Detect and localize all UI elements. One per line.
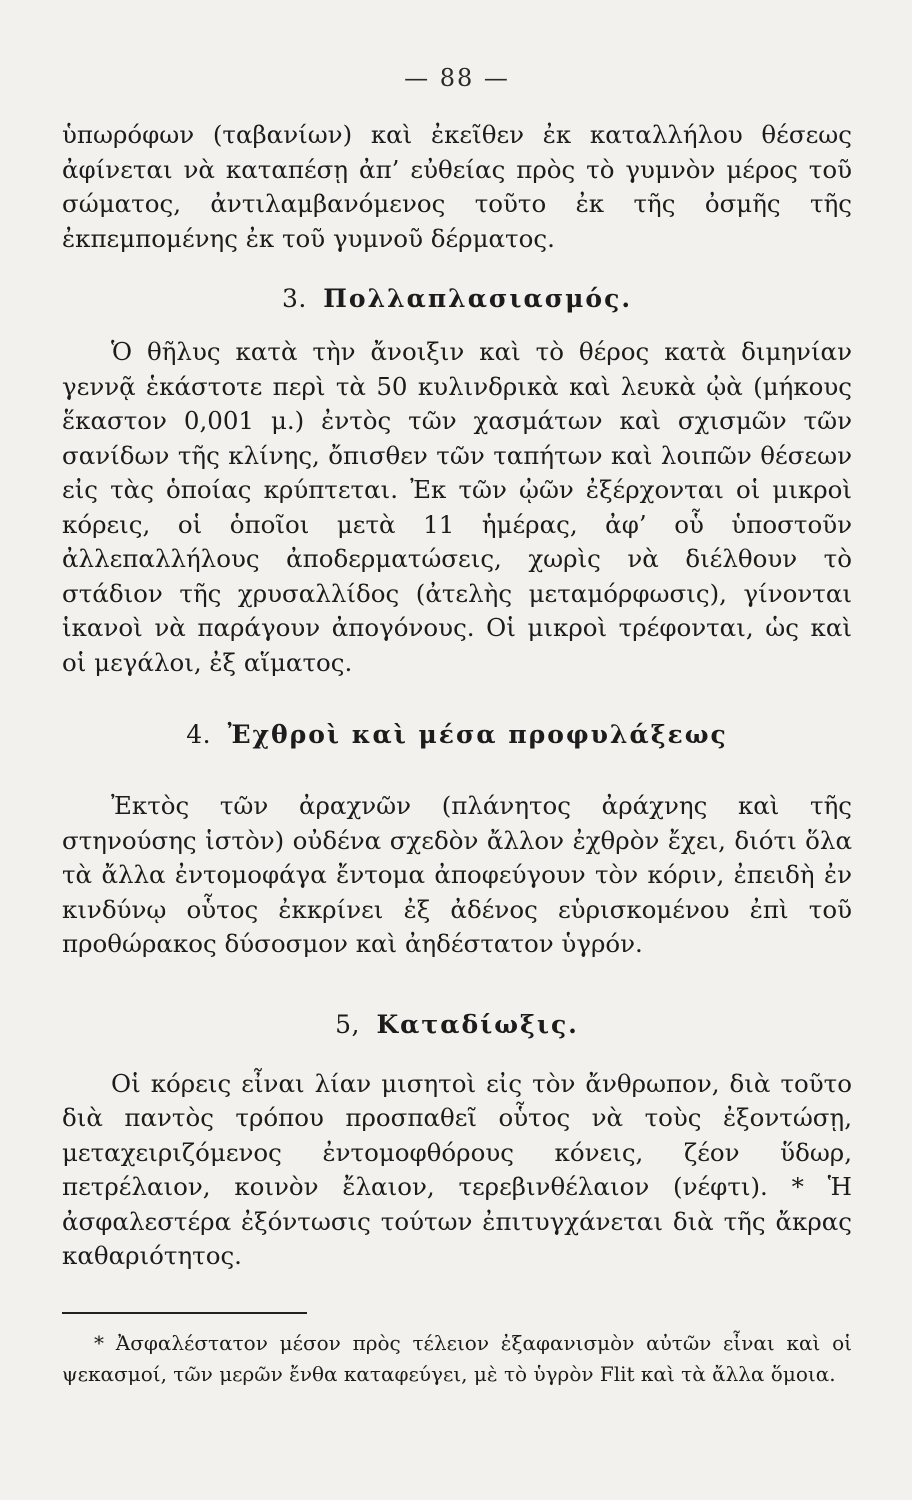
section-4-paragraph: Ἐκτὸς τῶν ἀραχνῶν (πλάνητος ἀράχνης καὶ τῆς στηνούσης ἱστὸν) οὐδένα σχεδὸν ἄλλον ἐχθρὸν ἔχει, διότι ὅλα τὰ ἄλλα ἐντομοφάγα ἔντομα ἀποφεύγουν τὸν κόριν, ἐπειδὴ ἐν κινδύνῳ οὗτος ἐκκρίνει ἐξ ἀδένος εὑρισκομένου ἐπὶ τοῦ προθώρακος δύσοσμον καὶ ἀηδέστατον ὑγρόν.: [62, 791, 852, 958]
section-3-title: Πολλαπλασιασμός.: [323, 284, 633, 313]
section-3-heading: [62, 284, 852, 313]
intro-paragraph: ὑπωρόφων (ταβανίων) καὶ ἐκεῖθεν ἐκ καταλλήλου θέσεως ἀφίνεται νὰ καταπέσῃ ἀπ’ εὐθείας πρὸς τὸ γυμνὸν μέρος τοῦ σώματος, ἀντιλαμβανόμενος τοῦτο ἐκ τῆς ὀσμῆς τῆς ἐκπεμπομένης ἐκ τοῦ γυμνοῦ δέρματος.: [62, 120, 852, 253]
page-number: — 88 —: [404, 64, 510, 92]
section-5-title: Καταδίωξις.: [376, 1009, 579, 1039]
footnote: * Ἀσφαλέστατον μέσον πρὸς τέλειον ἐξαφανισμὸν αὐτῶν εἶναι καὶ οἱ ψεκασμοί, τῶν μερῶν ἔνθα καταφεύγει, μὲ τὸ ὑγρὸν Flit καὶ τὰ ἄλλα ὅμοια.: [62, 1330, 852, 1386]
section-5-number: 5,: [335, 1009, 360, 1039]
footnote-rule: [62, 1312, 307, 1314]
section-5-paragraph: Οἱ κόρεις εἶναι λίαν μισητοὶ εἰς τὸν ἄνθρωπον, διὰ τοῦτο διὰ παντὸς τρόπου προσπαθεῖ οὗτος νὰ τοὺς ἐξοντώσῃ, μεταχειριζόμενος ἐντομοφθόρους κόνεις, ζέον ὕδωρ, πετρέλαιον, κοινὸν ἔλαιον, τερεβινθέλαιον (νέφτι). * Ἡ ἀσφαλεστέρα ἐξόντωσις τούτων ἐπιτυγχάνεται διὰ τῆς ἄκρας καθαριότητος.: [62, 1068, 852, 1270]
section-4-heading: [62, 720, 852, 749]
section-3-number: 3.: [281, 284, 307, 313]
book-page: [62, 64, 852, 1390]
section-3-paragraph: Ὁ θῆλυς κατὰ τὴν ἄνοιξιν καὶ τὸ θέρος κατὰ διμηνίαν γεννᾷ ἑκάστοτε περὶ τὰ 50 κυλινδρικὰ καὶ λευκὰ ᾠὰ (μήκους ἕκαστον 0,001 μ.) ἐντὸς τῶν χασμάτων καὶ σχισμῶν τῶν σανίδων τῆς κλίνης, ὄπισθεν τῶν ταπήτων καὶ λοιπῶν θέσεων εἰς τὰς ὁποίας κρύπτεται. Ἐκ τῶν ᾠῶν ἐξέρχονται οἱ μικροὶ κόρεις, οἱ ὁποῖοι μετὰ 11 ἡμέρας, ἀφ’ οὗ ὑποστοῦν ἀλλεπαλλήλους ἀποδερματώσεις, χωρὶς νὰ διέλθουν τὸ στάδιον τῆς χρυσαλλίδος (ἀτελὴς μεταμόρφωσις), γίνονται ἱκανοὶ νὰ παράγουν ἀπογόνους. Οἱ μικροὶ τρέφονται, ὡς καὶ οἱ μεγάλοι, ἐξ αἵματος.: [62, 337, 852, 677]
section-4-title: Ἐχθροὶ καὶ μέσα προφυλάξεως: [227, 720, 728, 749]
section-4-number: 4.: [186, 720, 212, 749]
section-5-heading: [62, 1010, 852, 1039]
